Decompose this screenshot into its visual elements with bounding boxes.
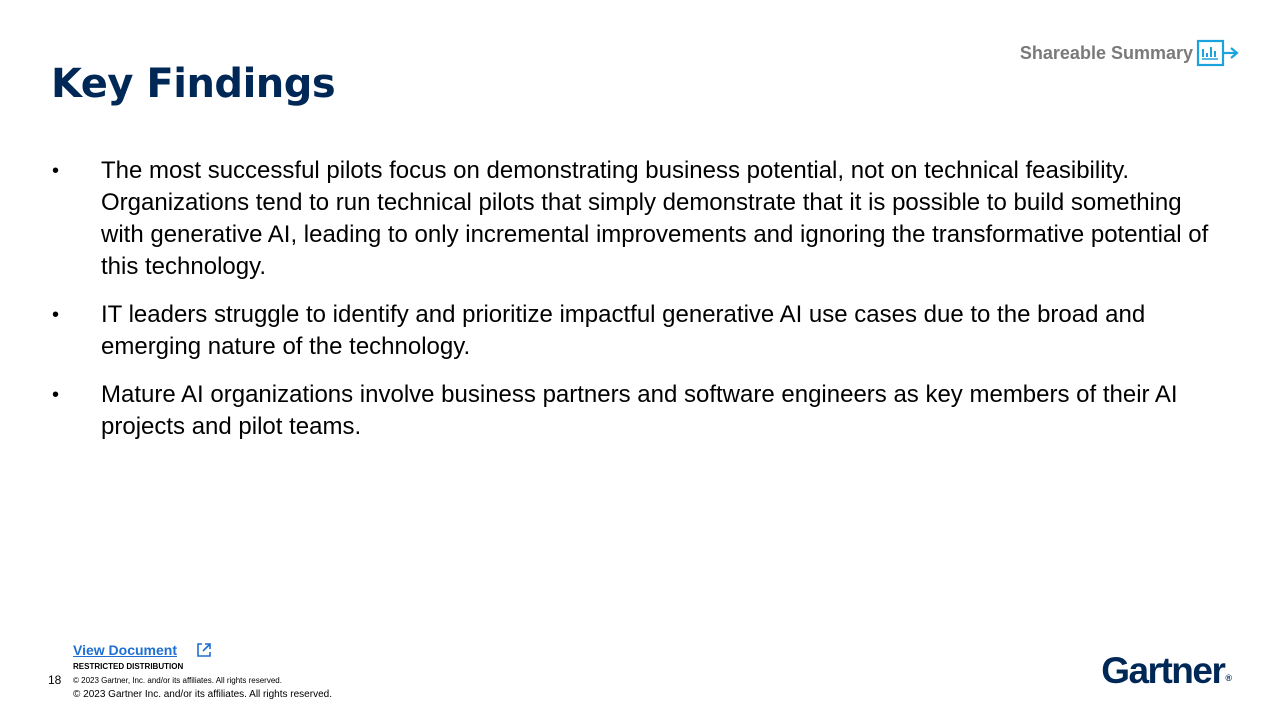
finding-item <box>52 379 1212 443</box>
bullet-icon: • <box>52 384 60 406</box>
shareable-summary-label: Shareable Summary <box>1019 42 1193 63</box>
gartner-logo <box>1101 649 1232 700</box>
external-link-icon <box>195 641 213 659</box>
finding-item <box>52 155 1212 283</box>
finding-text: IT leaders struggle to identify and prioritize impactful generative AI use cases due to the broad and emerging nature of the technology. <box>101 301 1146 360</box>
share-chart-icon <box>1196 39 1240 67</box>
finding-text: The most successful pilots focus on demonstrating business potential, not on technical feasibility. Organizations tend to run technical pilots that simply demonstrate that it is possible to build something with generative AI, leading to only incremental improvements and ignoring the transformative potential of this technology. <box>101 157 1209 280</box>
copyright-small: © 2023 Gartner, Inc. and/or its affiliates. All rights reserved. <box>73 676 282 685</box>
view-document-label: View Document <box>73 642 177 658</box>
bullet-icon: • <box>52 160 60 182</box>
logo-text: Gartner <box>1101 650 1225 691</box>
finding-text: Mature AI organizations involve business partners and software engineers as key members of their AI projects and pilot teams. <box>101 381 1178 440</box>
view-document-link[interactable] <box>73 641 213 659</box>
finding-item <box>52 299 1212 363</box>
bullet-icon: • <box>52 304 60 326</box>
restricted-distribution-label: RESTRICTED DISTRIBUTION <box>73 662 184 671</box>
key-findings-list <box>52 155 1212 459</box>
copyright-notice: © 2023 Gartner Inc. and/or its affiliates. All rights reserved. <box>73 689 332 700</box>
shareable-summary-link[interactable] <box>1020 39 1240 67</box>
registered-mark: ® <box>1225 673 1232 683</box>
slide-title: Key Findings <box>51 61 336 107</box>
page-number: 18 <box>48 673 62 687</box>
